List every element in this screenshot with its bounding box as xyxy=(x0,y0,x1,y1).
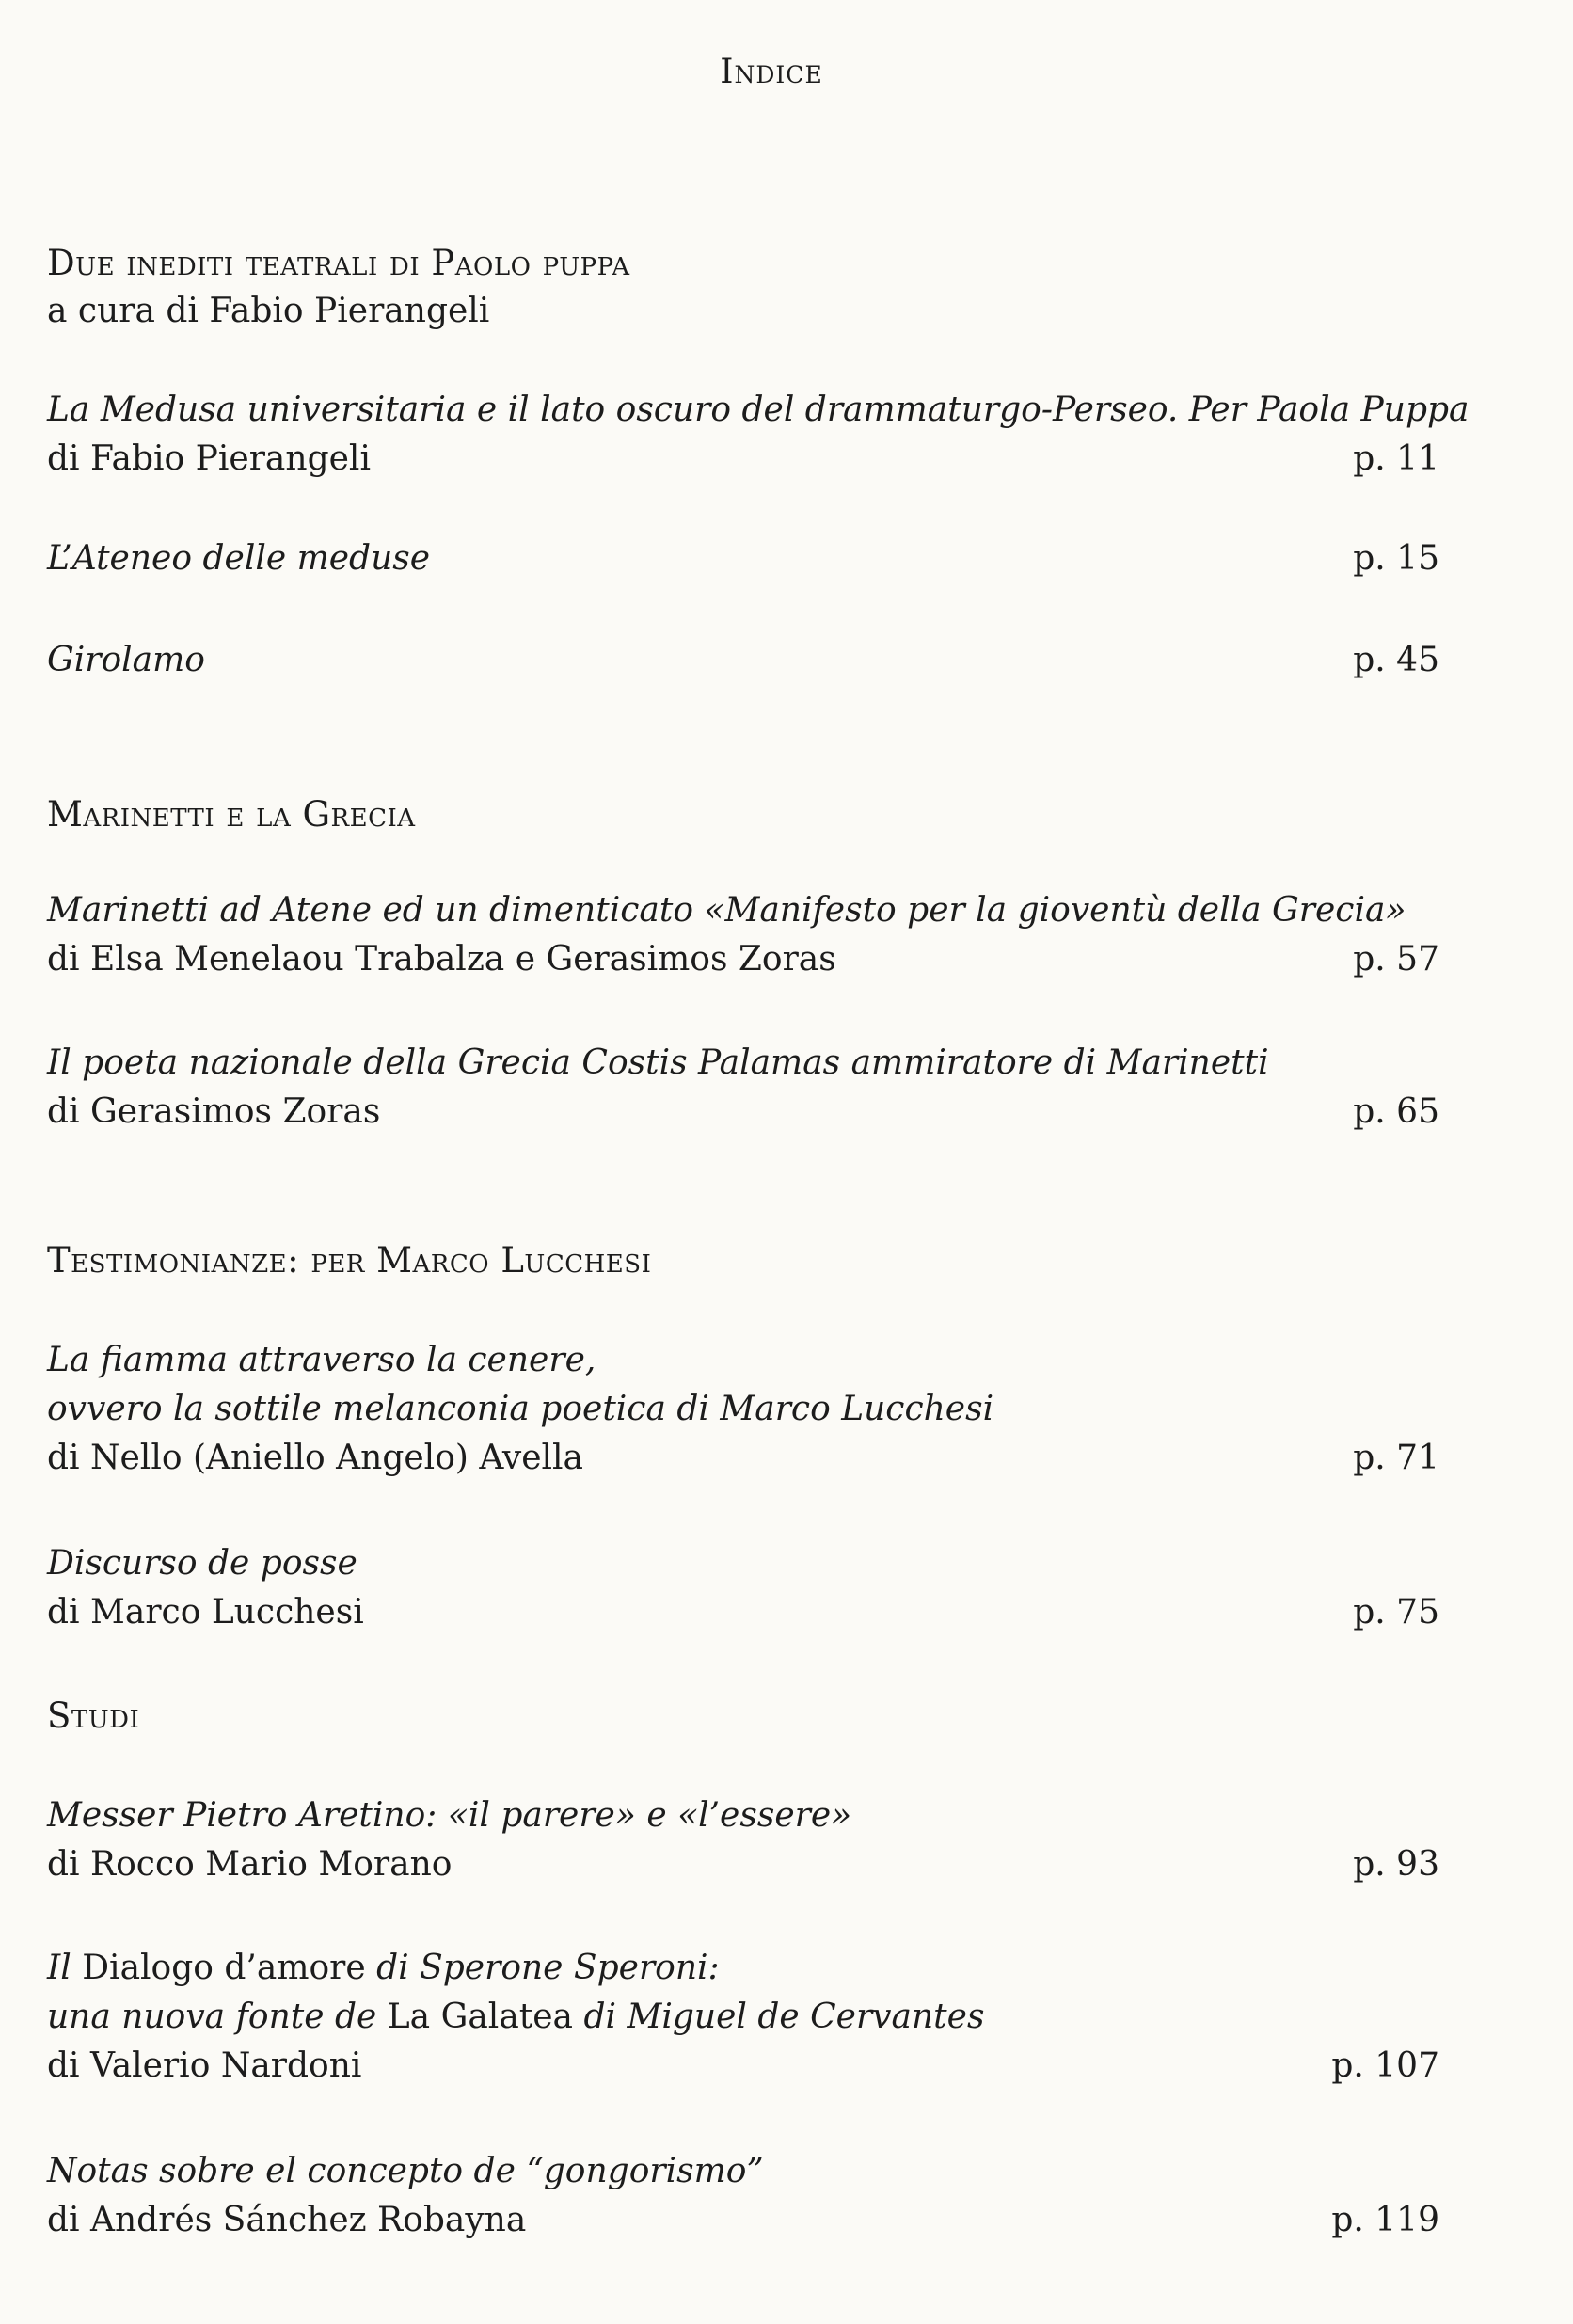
entry-author: di Gerasimos Zoras xyxy=(47,1092,381,1131)
entry-author: di Andrés Sánchez Robayna xyxy=(47,2201,527,2239)
entry-page: p. 75 xyxy=(1353,1593,1439,1632)
title-part-upright: La Galatea xyxy=(387,1998,574,2036)
entry-page: p. 11 xyxy=(1353,439,1439,478)
entry-author: di Rocco Mario Morano xyxy=(47,1845,453,1884)
entry-page: p. 57 xyxy=(1353,940,1439,979)
entry-page: p. 45 xyxy=(1353,641,1439,679)
entry-title-continued xyxy=(47,1993,1439,2042)
entry-title: Discurso de posse xyxy=(47,1544,358,1583)
entry-title: L’Ateneo delle meduse xyxy=(47,539,431,578)
entry-page: p. 71 xyxy=(1353,1439,1439,1477)
title-part: di Sperone Speroni: xyxy=(365,1949,720,1987)
entry-title-continued: ovvero la sottile melanconia poetica di Marco Lucchesi xyxy=(47,1390,994,1428)
title-part: Il xyxy=(47,1949,83,1987)
entry-page: p. 119 xyxy=(1331,2201,1439,2239)
toc-entry[interactable] xyxy=(47,1944,1439,2091)
title-part: di Miguel de Cervantes xyxy=(573,1998,985,2036)
toc-entry[interactable] xyxy=(47,534,1439,583)
title-part-upright: Dialogo d’amore xyxy=(82,1949,366,1987)
entry-author: di Elsa Menelaou Trabalza e Gerasimos Zoras xyxy=(47,940,836,979)
entry-page: p. 107 xyxy=(1331,2046,1439,2085)
entry-title: La Medusa universitaria e il lato oscuro del drammaturgo-Perseo. Per Paola Puppa xyxy=(47,390,1470,429)
entry-author: di Marco Lucchesi xyxy=(47,1593,364,1632)
entry-author: di Valerio Nardoni xyxy=(47,2046,362,2085)
entry-title xyxy=(47,1944,1439,1993)
entry-page: p. 15 xyxy=(1353,539,1439,578)
entry-title: Marinetti ad Atene ed un dimenticato «Manifesto per la gioventù della Grecia» xyxy=(47,891,1406,930)
toc-entry[interactable] xyxy=(47,1539,1439,1637)
toc-entry[interactable] xyxy=(47,636,1439,685)
entry-title: Messer Pietro Aretino: «il parere» e «l’essere» xyxy=(47,1796,852,1835)
section-heading-puppa: Due inediti teatrali di Paolo puppa xyxy=(47,243,630,283)
toc-entry[interactable] xyxy=(47,1336,1439,1483)
toc-entry[interactable] xyxy=(47,1039,1439,1137)
section-heading-lucchesi: Testimonianze: per Marco Lucchesi xyxy=(47,1240,652,1281)
entry-title: La fiamma attraverso la cenere, xyxy=(47,1341,596,1379)
page-title: Indice xyxy=(720,53,823,91)
entry-author: di Nello (Aniello Angelo) Avella xyxy=(47,1439,584,1477)
toc-entry[interactable] xyxy=(47,386,1470,484)
entry-title: Notas sobre el concepto de “gongorismo” xyxy=(47,2152,764,2190)
section-curator: a cura di Fabio Pierangeli xyxy=(47,292,490,330)
section-heading-marinetti: Marinetti e la Grecia xyxy=(47,794,416,835)
entry-author: di Fabio Pierangeli xyxy=(47,439,371,478)
entry-title: Girolamo xyxy=(47,641,205,679)
toc-entry[interactable] xyxy=(47,1791,1439,1889)
entry-title: Il poeta nazionale della Grecia Costis Palamas ammiratore di Marinetti xyxy=(47,1043,1269,1082)
section-heading-studi: Studi xyxy=(47,1695,140,1736)
entry-page: p. 93 xyxy=(1353,1845,1439,1884)
toc-entry[interactable] xyxy=(47,2147,1439,2245)
entry-page: p. 65 xyxy=(1353,1092,1439,1131)
toc-entry[interactable] xyxy=(47,886,1439,984)
title-part: una nuova fonte de xyxy=(47,1998,388,2036)
